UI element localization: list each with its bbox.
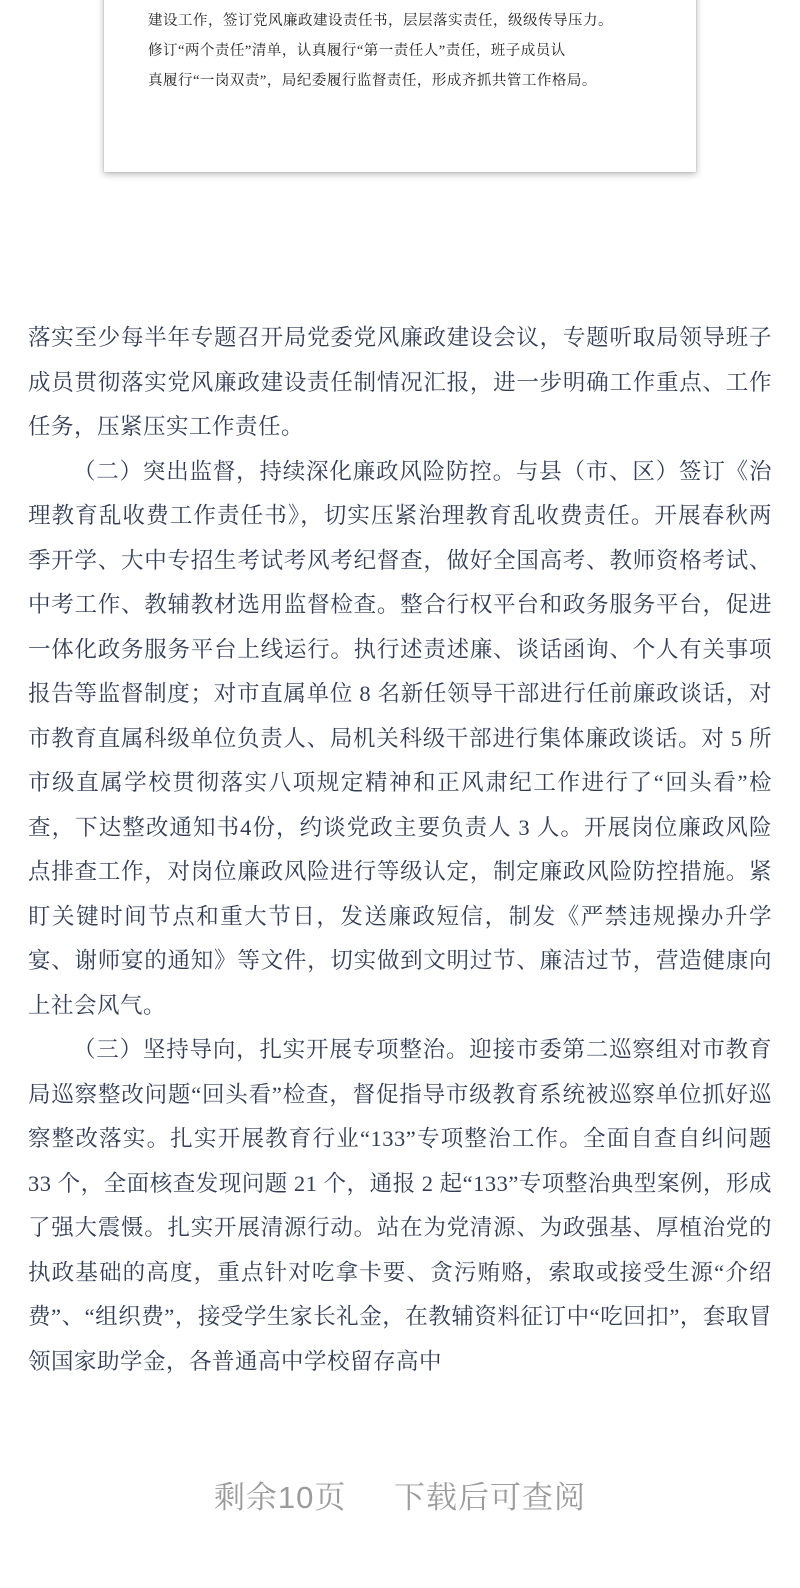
remaining-pages-hint (0, 1472, 800, 1517)
document-page (28, 316, 772, 1384)
page-text-line: 修订“两个责任”清单，认真履行“第一责任人”责任，班子成员认 (148, 43, 566, 59)
previous-page-preview (104, 0, 696, 172)
remaining-pages-text: 剩余10页 (213, 1480, 347, 1515)
paragraph-section-two: （二）突出监督，持续深化廉政风险防控。与县（市、区）签订《治理教育乱收费工作责任书》，切实压紧治理教育乱收费责任。开展春秋两季开学、大中专招生考试考风考纪督查，做好全国高考、教师资格考试、中考工作、教辅教材选用监督检查。整合行权平台和政务服务平台，促进一体化政务服务平台上线运行。执行述责述廉、谈话函询、个人有关事项报告等监督制度；对市直属单位 8 名新任领导干部进行任前廉政谈话，对市教育直属科级单位负责人、局机关科级干部进行集体廉政谈话。对 5 所市级直属学校贯彻落实八项规定精神和正风肃纪工作进行了“回头看”检查，下达整改通知书4份，约谈党政主要负责人 3 人。开展岗位廉政风险点排查工作，对岗位廉政风险进行等级认定，制定廉政风险防控措施。紧盯关键时间节点和重大节日，发送廉政短信，制发《严禁违规操办升学宴、谢师宴的通知》等文件，切实做到文明过节、廉洁过节，营造健康向上社会风气。 (28, 458, 772, 1018)
download-hint-text: 下载后可查阅 (394, 1480, 587, 1515)
page-text-line: 建设工作，签订党风廉政建设责任书，层层落实责任，级级传导压力。 (148, 13, 613, 29)
paragraph-section-three: （三）坚持导向，扎实开展专项整治。迎接市委第二巡察组对市教育局巡察整改问题“回头看”检查，督促指导市级教育系统被巡察单位抓好巡察整改落实。扎实开展教育行业“133”专项整治工作。全面自查自纠问题 33 个，全面核查发现问题 21 个，通报 2 起“133”专项整治典型案例，形成了强大震慑。扎实开展清源行动。站在为党清源、为政强基、厚植治党的执政基础的高度，重点针对吃拿卡要、贪污贿赂，索取或接受生源“介绍费”、“组织费”，接受学生家长礼金，在教辅资料征订中“吃回扣”，套取冒领国家助学金，各普通高中学校留存高中 (28, 1037, 772, 1374)
page-text-line: 真履行“一岗双责”，局纪委履行监督责任，形成齐抓共管工作格局。 (148, 73, 597, 89)
paragraph-continuation: 落实至少每半年专题召开局党委党风廉政建设会议，专题听取局领导班子成员贯彻落实党风廉政建设责任制情况汇报，进一步明确工作重点、工作任务，压紧压实工作责任。 (28, 325, 772, 439)
